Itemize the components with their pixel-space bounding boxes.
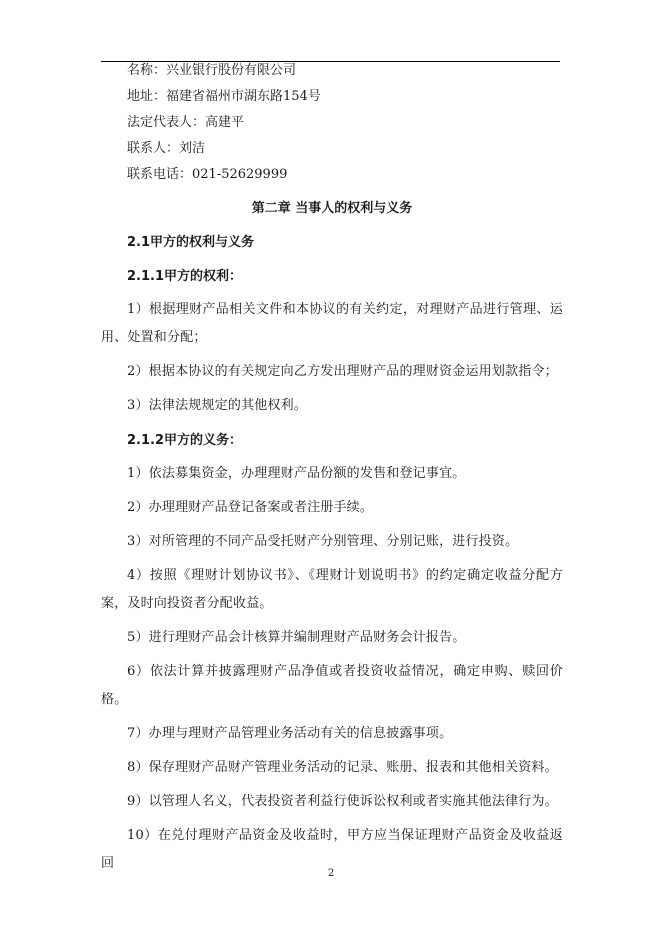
party-contact: 联系人：刘洁 [127, 141, 206, 156]
obligation-item: 4）按照《理财计划协议书》、《理财计划说明书》的约定确定收益分配方案，及时向投资者分配收益。 [101, 568, 563, 611]
obligation-item: 7）办理与理财产品管理业务活动有关的信息披露事项。 [127, 726, 453, 741]
obligation-item: 5）进行理财产品会计核算并编制理财产品财务会计报告。 [127, 630, 466, 645]
obligation-item: 6）依法计算并披露理财产品净值或者投资收益情况，确定申购、赎回价格。 [101, 664, 563, 707]
party-phone: 联系电话：021-52629999 [127, 167, 288, 182]
rights-item: 1）根据理财产品相关文件和本协议的有关约定，对理财产品进行管理、运用、处置和分配； [101, 302, 563, 345]
section-heading-2-1: 2.1甲方的权利与义务 [127, 235, 255, 250]
section-heading-2-1-2: 2.1.2甲方的义务： [127, 433, 243, 448]
section-heading-2-1-1: 2.1.1甲方的权利： [127, 269, 243, 284]
obligation-item: 9）以管理人名义，代表投资者利益行使诉讼权利或者实施其他法律行为。 [127, 794, 558, 809]
obligation-item: 8）保存理财产品财产管理业务活动的记录、账册、报表和其他相关资料。 [127, 760, 558, 775]
document-body [101, 58, 563, 878]
rights-item: 3）法律法规规定的其他权利。 [127, 398, 308, 413]
party-legal-rep: 法定代表人：高建平 [127, 115, 245, 130]
obligation-item: 2）办理理财产品登记备案或者注册手续。 [127, 500, 374, 515]
party-address: 地址：福建省福州市湖东路154号 [127, 89, 321, 104]
rights-item: 2）根据本协议的有关规定向乙方发出理财产品的理财资金运用划款指令； [127, 364, 558, 379]
chapter-title: 第二章 当事人的权利与义务 [251, 201, 413, 216]
party-name: 名称：兴业银行股份有限公司 [127, 63, 297, 78]
obligation-item: 1）依法募集资金，办理理财产品份额的发售和登记事宜。 [127, 466, 466, 481]
page-number: 2 [327, 868, 335, 879]
obligation-item: 10）在兑付理财产品资金及收益时，甲方应当保证理财产品资金及收益返回 [101, 828, 563, 871]
obligation-item: 3）对所管理的不同产品受托财产分别管理、分别记账，进行投资。 [127, 534, 519, 549]
